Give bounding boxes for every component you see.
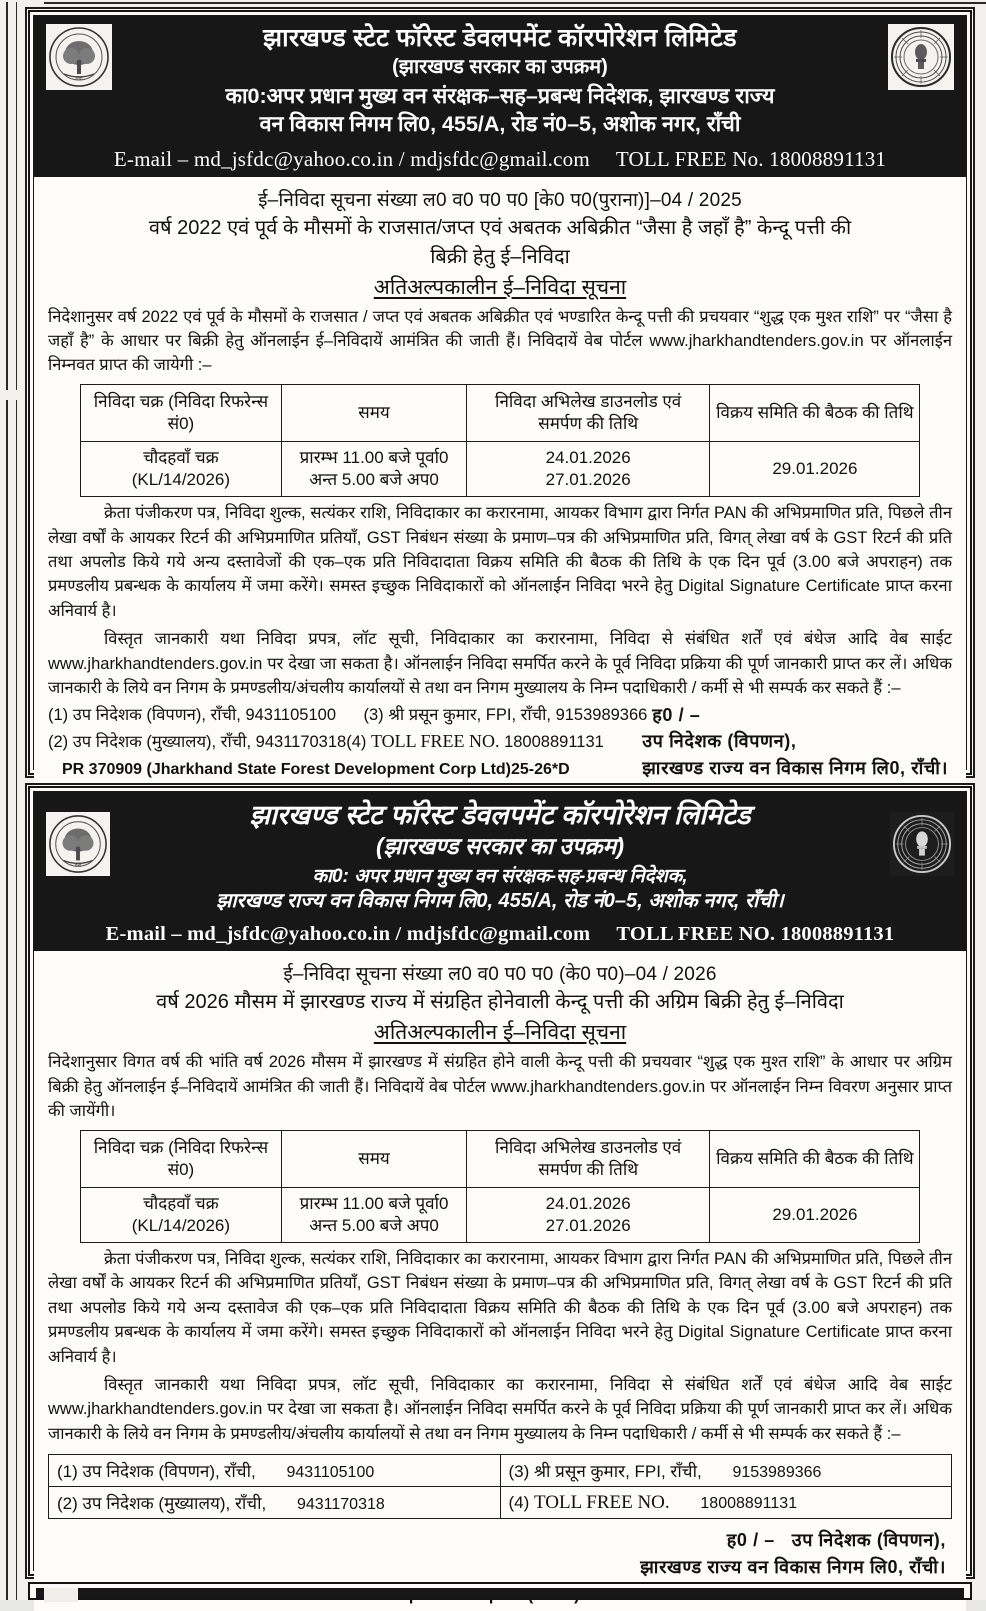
contact-1-no: (1) [48,706,69,725]
col-header-meeting-l2: बैठक की तिथि [824,1148,914,1168]
contact-4-no: (4) [508,1492,530,1512]
notice-1-org-name: झारखण्ड स्टेट फॉरेस्ट डेवलपमेंट कॉरपोरेशन लिमिटेड [263,24,737,52]
col-header-time: समय [282,1130,467,1187]
contact-3-label: श्री प्रसून कुमार, FPI, राँची, [388,706,551,725]
contact-1-label: उप निदेशक (विपणन), राँची, [82,1462,256,1482]
cell-download-end-date: 27.01.2026 [545,470,631,489]
cell-tender-cycle [80,1187,282,1242]
notice-1-email: E-mail – md_jsfdc@yahoo.co.in / mdjsfdc@gmail.com [113,146,590,171]
notice-2-contact-bar [34,920,966,951]
notice-1-masthead [34,16,966,144]
notice-2-office-line-1: का0: अपर प्रधान मुख्य वन संरक्षक-सह-प्रबन्ध निदेशक, [312,865,688,887]
notice-1-signature-block [642,702,948,780]
notice-1-toll-free: TOLL FREE No. 18008891131 [615,146,887,171]
cell-download-end-date: 27.01.2026 [545,1215,631,1235]
notice-2-signature-block [48,1527,952,1581]
notice-2-office-line-2: झारखण्ड राज्य वन विकास निगम लि0, 455/A, रोड नं0–5, अशोक नगर, राँची। [216,890,784,913]
col-header-meeting-l2: बैठक की तिथि [824,402,914,422]
notice-2-paragraph-2: क्रेता पंजीकरण पत्र, निविदा शुल्क, सत्यंकर राशि, निविदाकार का करारनामा, आयकर विभाग द्वारा निर्गत PAN की अभिप्रमाणित प्रति, पिछले तीन लेखा वर्षों के आयकर रिटर्न की अभिप्रमाणित प्रतियाँ, GST निबंधन संख्या के प्रमाण–पत्र की अभिप्रमाणित प्रति, विगत् लेखा वर्ष के GST रिटर्न की प्रति तथा अपलोड किये गये अन्य दस्तावेज की एक–एक प्रति निविदादाता विक्रय समिति की बैठक की तिथि के एक दिन पूर्व (3.00 बजे अपराहन) तक प्रमण्डलीय प्रबन्धक के कार्यालय में जमा करेंगे। समस्त इच्छुक निविदाकारों को ऑनलाईन निविदा भरने हेतु Digital Signature Certificate प्राप्त करना अनिवार्य है। [48,1249,952,1366]
notice-2-org-name: झारखण्ड स्टेट फॉरेस्ट डेवलपमेंट कॉरपोरेशन लिमिटेड [249,800,751,830]
cell-cycle-name: चौदहवाँ चक्र [143,1193,219,1213]
cell-download-start-date: 24.01.2026 [545,1193,631,1213]
contact-2-label: उप निदेशक (मुख्यालय), राँची, [82,1494,267,1514]
next-notice-masthead-bar [36,1588,964,1598]
notice-2-paragraph-3: विस्तृत जानकारी यथा निविदा प्रपत्र, लॉट सूची, निविदाकार का करारनामा, निविदा से संबंधित शर्तें एवं बंधेज आदि वेब साईट www.jharkhandtenders.gov.in पर देखा जा सकता है। ऑनलाईन निविदा समर्पित करने के पूर्व निविदा प्रक्रिया की पूर्ण जानकारी प्राप्त कर लें। अधिक जानकारी के लिये वन निगम के प्रमण्डलीय/अंचलीय कार्यालयों से तथा वन निगम मुख्यालय के निम्न पदाधिकारी / कर्मी से भी सम्पर्क कर सकते हैं :– [48,1376,952,1443]
col-header-tender-cycle-l2: (निविदा रिफरेन्स सं0) [167,391,269,433]
notice-1-inner-frame [33,15,967,779]
contact-2-label: उप निदेशक (मुख्यालय), राँची, [72,733,252,752]
contact-cell-3 [500,1455,952,1487]
col-header-tender-cycle-l2: (निविदा रिफरेन्स सं0) [167,1137,269,1179]
cell-meeting-date [710,1187,920,1242]
notice-1-body [34,177,966,786]
cell-meeting-date-value: 29.01.2026 [772,1204,858,1224]
notice-1-subheading: अतिअल्पकालीन ई–निविदा सूचना [373,275,627,299]
contact-cell-2 [49,1487,501,1519]
contact-cell-1 [49,1455,501,1487]
table-row [80,441,920,496]
contact-2-no: (2) [48,733,69,752]
notice-2-subheading: अतिअल्पकालीन ई–निविदा सूचना [373,1021,627,1045]
col-header-tender-cycle-l1: निविदा चक्र [93,391,164,411]
notice-1-contact-bar [34,144,966,177]
col-header-tender-cycle-l1: निविदा चक्र [93,1137,164,1157]
notice-2-org-subtitle: (झारखण्ड सरकार का उपक्रम) [376,833,624,860]
notice-1-sign-ho: ह0 / – [652,705,701,726]
col-header-sale-committee-meeting-date [710,384,920,441]
scan-margin-rule-1 [6,2,8,390]
notice-2-body [34,951,966,1611]
cell-cycle-reference: (KL/14/2026) [131,1215,231,1235]
contact-1-no: (1) [57,1462,78,1482]
notice-1-org-subtitle: (झारखण्ड सरकार का उपक्रम) [392,55,608,78]
col-header-meeting-l1: विक्रय समिति की [716,1148,820,1168]
jharkhand-govt-emblem-icon [890,812,954,876]
cell-time [282,1187,467,1242]
cell-cycle-reference: (KL/14/2026) [131,470,231,489]
cell-time-start: प्रारम्भ 11.00 बजे पूर्वा0 [299,1193,449,1213]
col-header-download-submission-date [466,384,710,441]
contact-4-label: TOLL FREE NO. [370,731,500,752]
contact-2-phone: 9431170318 [296,1496,385,1514]
svg-text:राँची: राँची [75,76,83,81]
col-header-time: समय [282,384,467,441]
col-header-sale-committee-meeting-date [710,1130,920,1187]
cell-cycle-name: चौदहवाँ चक्र [143,447,219,467]
notice-1-office-line-1: का0:अपर प्रधान मुख्य वन संरक्षक–सह–प्रबन्ध निदेशक, झारखण्ड राज्य [225,83,775,108]
notice-1-paragraph-3: विस्तृत जानकारी यथा निविदा प्रपत्र, लॉट सूची, निविदाकार का करारनामा, निविदा से संबंधित शर्तें एवं बंधेज आदि वेब साईट www.jharkhandtenders.gov.in पर देखा जा सकता है। ऑनलाईन निविदा समर्पित करने के पूर्व निविदा प्रक्रिया की पूर्ण जानकारी प्राप्त कर लें। अधिक जानकारी के लिये वन निगम के प्रमण्डलीय/अंचलीय कार्यालयों से तथा वन निगम मुख्यालय के निम्न पदाधिकारी / कर्मी से भी सम्पर्क कर सकते हैं :– [48,630,952,697]
col-header-download-submission-date [466,1130,710,1187]
cell-meeting-date [710,441,920,496]
notice-2-subject-line-1: वर्ष 2026 मौसम में झारखण्ड राज्य में संग्रहित होनेवाली केन्दू पत्ती की अग्रिम बिक्री हेतु ई–निविदा [156,991,844,1014]
notice-2-toll-free: TOLL FREE NO. 18008891131 [616,923,895,946]
scan-margin-rule-2 [16,2,17,390]
notice-2-tender-schedule-table [80,1130,921,1243]
notice-2-paragraph-1: निदेशानुसार विगत वर्ष की भांति वर्ष 2026 मौसम में झारखण्ड में संग्रहित होने वाली केन्दू पत्ती की प्रचयवार “शुद्ध एक मुश्त राशि” के आधार पर अग्रिम बिक्री हेतु ऑनलाईन ई–निविदायें आमंत्रित की जाती हैं। निविदायें वेब पोर्टल www.jharkhandtenders.gov.in पर ऑनलाईन निम्न विवरण अनुसार प्राप्त की जायेंगी। [48,1053,952,1121]
notice-2-inner-frame [33,791,967,1578]
contact-3-phone: 9153989366 [555,706,648,725]
notice-2-sign-org: झारखण्ड राज्य वन विकास निगम लि0, राँची। [640,1557,946,1578]
table-header-row [80,1130,920,1187]
cell-download-dates [466,1187,710,1242]
contact-4-no: (4) [346,733,367,752]
notice-1-paragraph-1: निदेशानुसर वर्ष 2022 एवं पूर्व के मौसमों के राजसात / जप्त एवं अबतक अबिक्रीत एवं भण्डारित केन्दू पत्ती की प्रचयवार “शुद्ध एक मुश्त राशि” पर “जैसा है जहाँ है” के आधार पर बिक्री हेतु ऑनलाईन ई–निविदायें आमंत्रित की जाती हैं। निविदायें वेब पोर्टल www.jharkhandtenders.gov.in पर ऑनलाईन निम्नवत प्राप्त की जायेगी :– [48,307,952,375]
contact-2-no: (2) [57,1494,78,1514]
contact-4-phone: 18008891131 [700,1494,798,1512]
notice-2-sign-designation: उप निदेशक (विपणन), [791,1530,946,1551]
notice-1-subject-line-1: वर्ष 2022 एवं पूर्व के मौसमों के राजसात/जप्त एवं अबतक अबिक्रीत “जैसा है जहाँ है” केन्दू पत्ती की [148,216,852,239]
contact-3-phone: 9153989366 [732,1464,822,1482]
scan-margin-rule-4 [16,400,17,1600]
cell-meeting-date-value: 29.01.2026 [772,458,858,478]
col-header-download-l2: एवं समर्पण की तिथि [538,1137,682,1179]
notice-1-tender-schedule-table [80,384,921,497]
notice-1-sign-designation: उप निदेशक (विपणन), [642,731,797,752]
tender-notice-2 [28,786,972,1576]
contact-cell-4 [500,1487,952,1519]
notice-1-paragraph-2: क्रेता पंजीकरण पत्र, निविदा शुल्क, सत्यंकर राशि, निविदाकार का करारनामा, आयकर विभाग द्वारा निर्गत PAN की अभिप्रमाणित प्रति, पिछले तीन लेखा वर्षों के आयकर रिटर्न की अभिप्रमाणित प्रतियाँ, GST निबंधन संख्या के प्रमाण–पत्र की अभिप्रमाणित प्रति, विगत् लेखा वर्ष के GST रिटर्न की प्रति तथा अपलोड किये गये अन्य दस्तावेजों की एक–एक प्रति निविदादाता विक्रय समिति की बैठक की तिथि के एक दिन पूर्व (3.00 बजे अपराहन) तक प्रमण्डलीय प्रबन्धक के कार्यालय में जमा करेंगे। समस्त इच्छुक निविदाकारों को ऑनलाईन निविदा भरने हेतु Digital Signature Certificate प्राप्त करना अनिवार्य है। [48,504,952,620]
cell-download-start-date: 24.01.2026 [545,447,631,467]
contact-3-label: श्री प्रसून कुमार, FPI, राँची, [534,1462,702,1482]
contact-1-phone: 9431105100 [245,706,336,725]
cell-download-dates [466,441,710,496]
col-header-meeting-l1: विक्रय समिति की [716,402,820,422]
col-header-tender-cycle [80,1130,282,1187]
notice-2-reference-number: ई–निविदा सूचना संख्या ल0 व0 प0 प0 (के0 प0)–04 / 2026 [283,964,717,986]
table-header-row [80,384,920,441]
notice-2-email: E-mail – md_jsfdc@yahoo.co.in / mdjsfdc@gmail.com [105,923,591,946]
scan-margin-rule-3 [6,400,8,1600]
notice-1-reference-number: ई–निविदा सूचना संख्या ल0 व0 प0 प0 [के0 प0(पुराना)]–04 / 2025 [258,189,742,211]
jharkhand-govt-emblem-icon [888,24,954,90]
contact-2-phone: 9431170318 [255,733,347,752]
table-row [80,1187,920,1242]
cell-time-start: प्रारम्भ 11.00 बजे पूर्वा0 [299,447,449,467]
cell-tender-cycle [80,441,282,496]
contact-1-label: उप निदेशक (विपणन), राँची, [72,706,241,725]
col-header-download-l1: निविदा अभिलेख डाउनलोड [495,1137,658,1157]
contact-3-no: (3) [363,706,384,725]
notice-2-sign-ho: ह0 / – [726,1530,775,1551]
notice-2-sign-line-1 [48,1527,946,1554]
notice-1-office-line-2: वन विकास निगम लि0, 455/A, रोड नं0–5, अशोक नगर, राँची [259,111,741,136]
next-notice-logo-icon [44,1588,78,1602]
jsfdc-tree-emblem-icon [46,24,112,90]
notice-1-pr-number: PR 370909 (Jharkhand State Forest Development Corp Ltd)25-26*D [62,761,570,779]
svg-text:राँची: राँची [74,863,82,869]
next-notice-sliver [28,1582,972,1600]
col-header-download-l1: निविदा अभिलेख डाउनलोड [495,391,658,411]
col-header-tender-cycle [80,384,282,441]
notice-1-sign-org: झारखण्ड राज्य वन विकास निगम लि0, राँची। [642,757,948,778]
col-header-download-l2: एवं समर्पण की तिथि [538,391,682,433]
jsfdc-tree-emblem-icon [46,812,110,876]
contact-4-label: TOLL FREE NO. [534,1491,670,1513]
cell-time-end: अन्त 5.00 बजे अप0 [309,1215,439,1235]
cell-time-end: अन्त 5.00 बजे अप0 [309,470,439,489]
notice-2-masthead [34,792,966,920]
notice-2-contact-table [48,1454,952,1519]
contact-row-2 [49,1487,952,1519]
scan-top-rule [44,2,986,4]
contact-3-no: (3) [508,1462,530,1482]
cell-time [282,441,467,496]
tender-notice-1 [28,10,972,779]
contact-4-phone: 18008891131 [504,733,604,752]
contact-row-1 [49,1455,952,1487]
notice-1-subject-line-2: बिक्री हेतु ई–निविदा [430,245,570,268]
contact-1-phone: 9431105100 [286,1464,375,1482]
